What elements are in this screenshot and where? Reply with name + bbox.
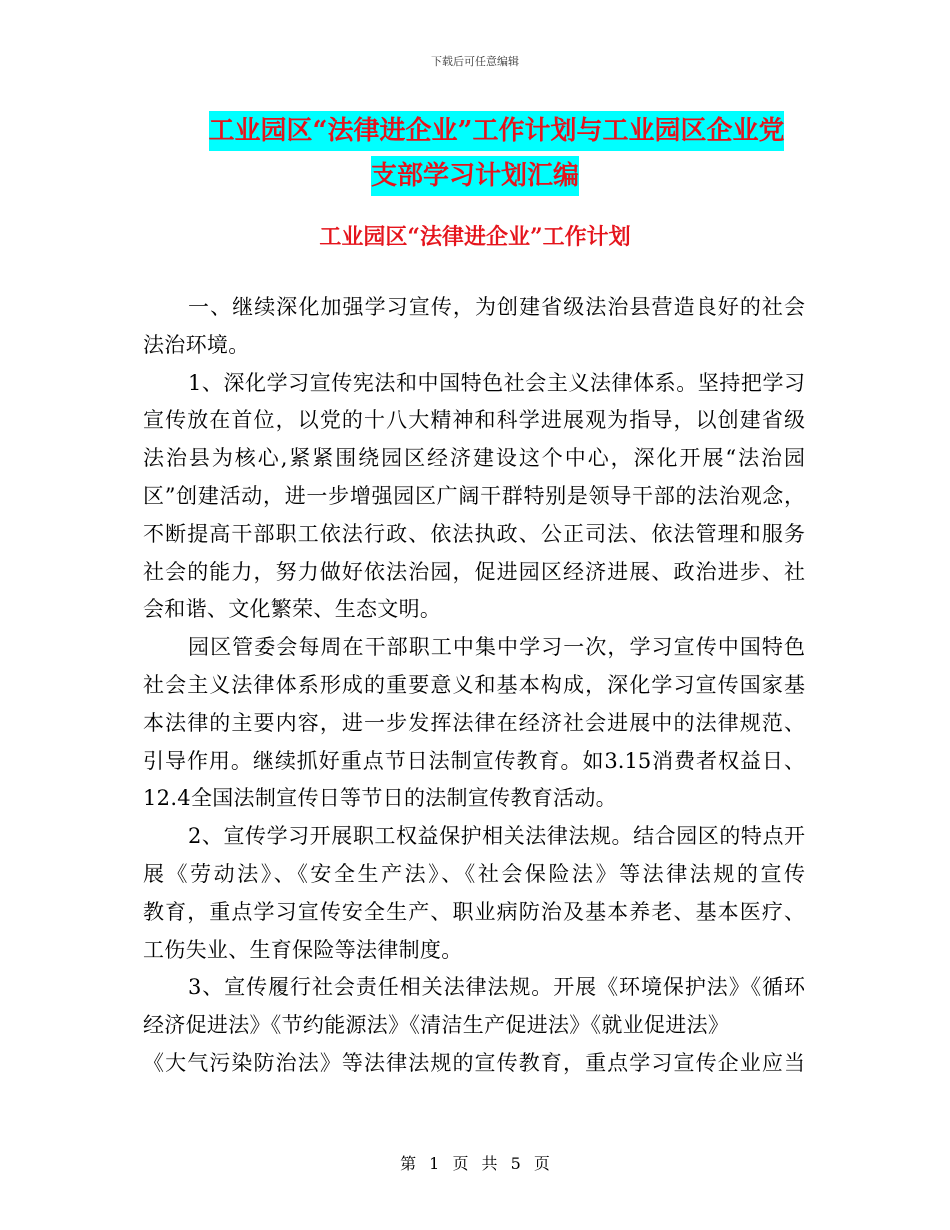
paragraph-line: 展《劳动法》、《安全生产法》、《社会保险法》等法律法规的宣传 [143, 861, 805, 886]
paragraph-line: 社会的能力，努力做好依法治园，促进园区经济进展、政治进步、社 [143, 559, 805, 584]
paragraph-line: 一、继续深化加强学习宣传，为创建省级法治县营造良好的社会 [188, 295, 805, 319]
document-body [143, 289, 805, 1083]
paragraph-line: 1、深化学习宣传宪法和中国特色社会主义法律体系。坚持把学习 [188, 370, 805, 395]
paragraph-line: 2、宣传学习开展职工权益保护相关法律法规。结合园区的特点开 [188, 824, 805, 849]
paragraph-line: 教育，重点学习宣传安全生产、职业病防治及基本养老、基本医疗、 [143, 899, 805, 924]
section-title: 工业园区“法律进企业”工作计划 [319, 224, 631, 250]
paragraph-1 [143, 289, 805, 365]
title-row-2 [0, 156, 950, 201]
paragraph-line: 不断提高干部职工依法行政、依法执政、公正司法、依法管理和服务 [143, 521, 805, 546]
paragraph-line: 本法律的主要内容，进一步发挥法律在经济社会进展中的法律规范、 [143, 710, 805, 735]
paragraph-line: 工伤失业、生育保险等法律制度。 [143, 937, 463, 962]
paragraph-line: 经济促进法》《节约能源法》《清洁生产促进法》《就业促进法》 [143, 1013, 730, 1038]
paragraph-line: 区”创建活动，进一步增强园区广阔干群特别是领导干部的法治观念， [143, 483, 805, 508]
paragraph-line: 法治县为核心,紧紧围绕园区经济建设这个中心，深化开展“法治园 [143, 446, 805, 471]
paragraph-line: 引导作用。继续抓好重点节日法制宣传教育。如3.15消费者权益日、 [143, 748, 805, 773]
paragraph-line: 会和谐、文化繁荣、生态文明。 [143, 597, 442, 622]
paragraph-line: 宣传放在首位，以党的十八大精神和科学进展观为指导，以创建省级 [143, 408, 805, 433]
paragraph-line: 法治环境。 [143, 332, 250, 357]
paragraph-line: 3、宣传履行社会责任相关法律法规。开展《环境保护法》《循环 [188, 975, 805, 1000]
paragraph-5 [143, 969, 805, 1082]
paragraph-3 [143, 629, 805, 818]
title-line-2: 支部学习计划汇编 [371, 156, 579, 196]
paragraph-line: 社会主义法律体系形成的重要意义和基本构成，深化学习宣传国家基 [143, 672, 805, 697]
paragraph-line: 园区管委会每周在干部职工中集中学习一次，学习宣传中国特色 [188, 635, 805, 660]
document-title [0, 111, 950, 201]
paragraph-2 [143, 365, 805, 630]
page-footer: 第 1 页 共 5 页 [400, 1154, 550, 1173]
paragraph-line: 12.4全国法制宣传日等节日的法制宣传教育活动。 [143, 786, 617, 811]
paragraph-line: 《大气污染防治法》等法律法规的宣传教育，重点学习宣传企业应当 [143, 1050, 805, 1075]
title-line-1: 工业园区“法律进企业”工作计划与工业园区企业党 [209, 111, 785, 151]
paragraph-4 [143, 818, 805, 969]
title-row-1 [0, 111, 950, 156]
header-note: 下载后可任意编辑 [431, 55, 519, 68]
